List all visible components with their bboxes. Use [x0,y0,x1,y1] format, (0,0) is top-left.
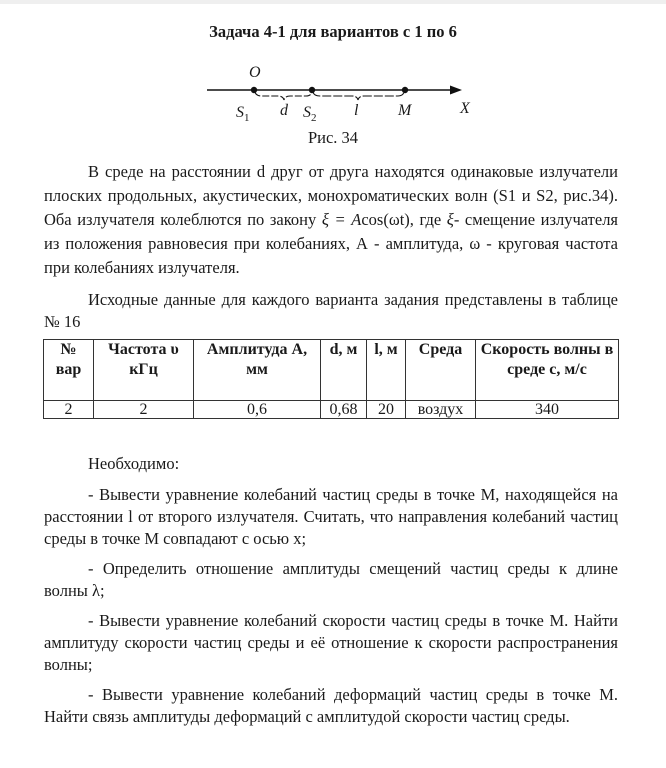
header-variant: № вар [44,340,94,401]
label-m: M [398,102,412,119]
cell-d: 0,68 [321,401,367,419]
task-2: - Определить отношение амплитуды смещений частиц среды к длине волны λ; [44,559,618,600]
table-header-row [44,340,619,401]
data-table [43,339,619,419]
label-l: l [354,102,359,119]
label-d: d [280,102,288,119]
cell-variant: 2 [44,401,94,419]
cell-speed: 340 [476,401,619,419]
header-medium: Среда [406,340,476,401]
task-4: - Вывести уравнение колебаний деформаций частиц среды в точке М. Найти связь амплитуды деформаций с амплитудой скорости частиц среды. [44,685,618,726]
label-s1: $S_1$ [236,104,250,125]
page-title: Задача 4-1 для вариантов с 1 по 6 [209,22,457,41]
label-s2: $S_2$ [303,104,317,125]
label-origin: O [249,64,261,81]
cell-frequency: 2 [94,401,194,419]
task-1: - Вывести уравнение колебаний частиц среды в точке М, находящейся на расстоянии l от второго излучателя. Считать, что направления колебаний частиц среды в точке М совпадают с осью х; [44,485,618,548]
header-frequency: Частота υ кГц [94,340,194,401]
figure-34-diagram [200,62,490,132]
header-d: d, м [321,340,367,401]
required-label: Необходимо: [88,454,180,473]
header-l: l, м [367,340,406,401]
header-speed: Скорость волны в среде с, м/с [476,340,619,401]
task-3: - Вывести уравнение колебаний скорости частиц среды в точке М. Найти амплитуду скорости частиц среды и её отношение к скорости распространения волны; [44,611,618,674]
cell-l: 20 [367,401,406,419]
cell-medium: воздух [406,401,476,419]
header-amplitude: Амплитуда А, мм [194,340,321,401]
table-row [44,401,619,419]
table-intro: Исходные данные для каждого варианта задания представлены в таблице № 16 [44,290,618,331]
intro-paragraph: В среде на расстоянии d друг от друга находятся одинаковые излучатели плоских продольных, акустических, монохроматических волн (S1 и S2, рис.34). Оба излучателя колеблются по закону ξ = Acos(ωt), где ξ- смещение излучателя из положения равновесия при колебаниях, А - амплитуда, ω - круговая частота при колебаниях излучателя. [44,162,619,277]
label-x: X [460,100,470,117]
formula: ξ = Acos(ωt) [321,210,410,229]
top-band [0,0,666,4]
cell-amplitude: 0,6 [194,401,321,419]
figure-caption: Рис. 34 [307,128,359,147]
